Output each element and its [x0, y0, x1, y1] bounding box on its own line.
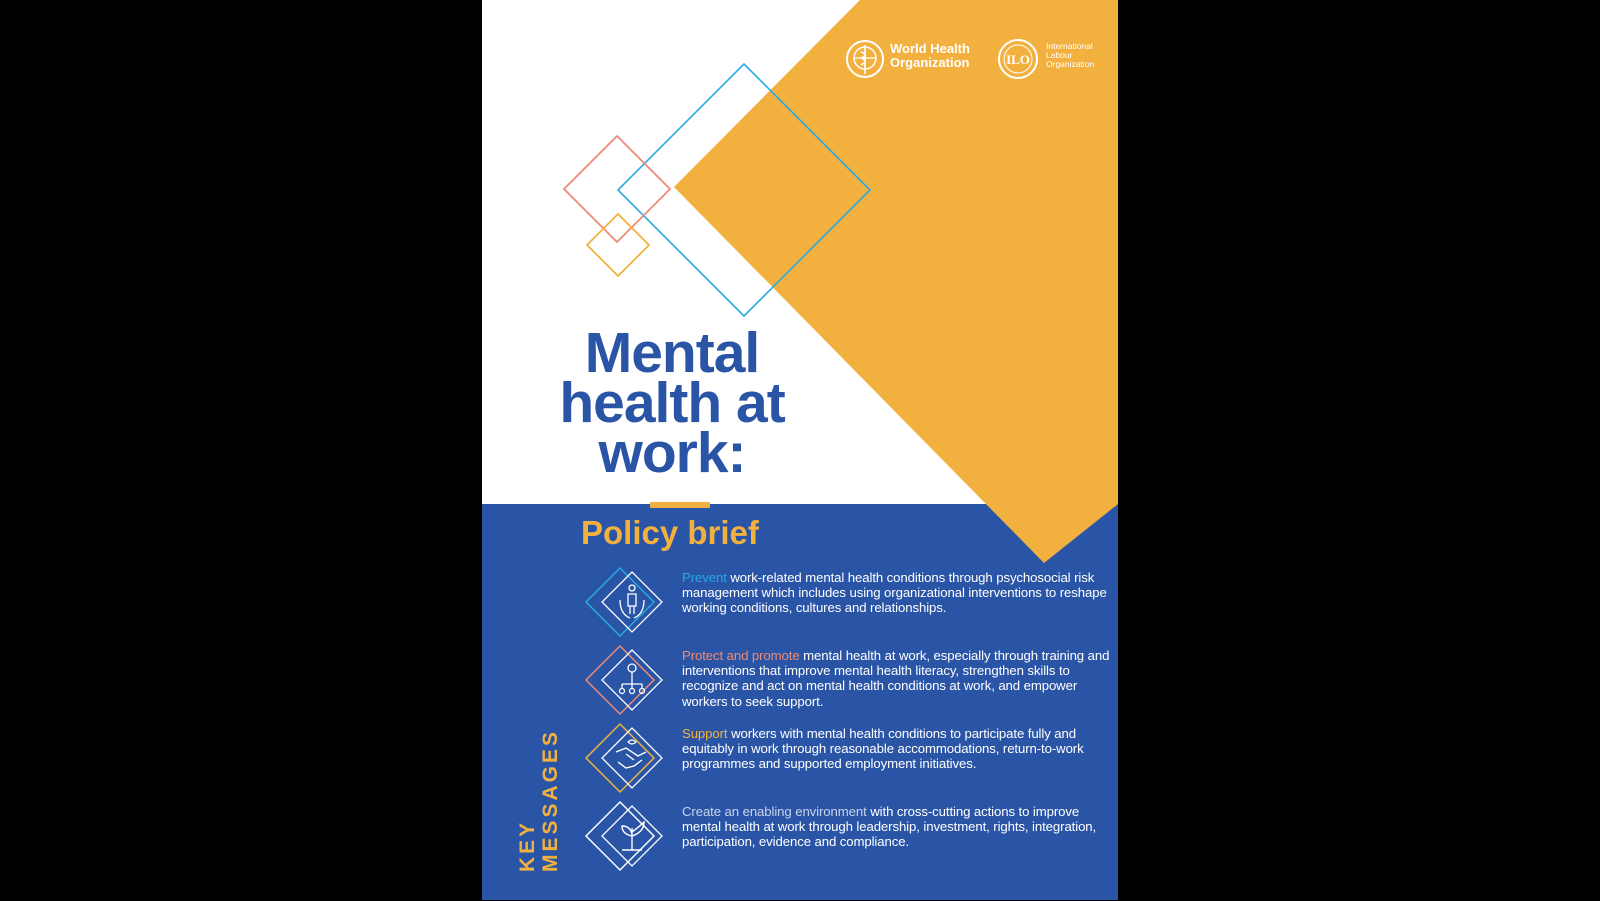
ilo-emblem-icon — [996, 38, 1040, 80]
key-message-text: Support workers with mental health conditions to participate fully and equitably in work through reasonable accommodations, return-to-work programmes and supported employment initiatives. — [682, 726, 1084, 772]
person-in-hands-icon — [582, 566, 666, 640]
title-underline — [650, 502, 710, 508]
policy-brief-cover — [482, 0, 1118, 900]
who-emblem-icon — [844, 38, 886, 80]
ilo-emblem-text: ILO — [1006, 52, 1030, 67]
handshake-icon — [582, 722, 666, 796]
who-logo-text: World Health Organization — [890, 41, 970, 70]
key-message-highlight: Support — [682, 726, 728, 741]
subtitle: Policy brief — [581, 514, 759, 551]
key-message-highlight: Prevent — [682, 570, 727, 585]
logo-bar — [844, 36, 1114, 82]
page-title: Mental health at work: — [559, 321, 785, 485]
plant-sprout-icon — [582, 800, 666, 874]
key-message-text: Protect and promote mental health at work, especially through training and interventions that improve mental health literacy, strengthen skills to recognize and act on mental health conditions at work, and empower workers to seek support. — [682, 648, 1110, 709]
key-message-text: Create an enabling environment with cross-cutting actions to improve mental health at work through leadership, investment, rights, integration, participation, evidence and compliance. — [682, 804, 1097, 850]
orange-diamond-outline — [587, 214, 649, 276]
key-message-highlight: Create an enabling environment — [682, 804, 867, 819]
key-message-highlight: Protect and promote — [682, 648, 800, 663]
ilo-logo-text: International Labour Organization — [1046, 41, 1095, 69]
people-network-icon — [582, 644, 666, 718]
key-message-text: Prevent work-related mental health conditions through psychosocial risk management which includes using organizational interventions to reshape working conditions, cultures and relationships. — [682, 570, 1107, 616]
key-messages-label: KEY MESSAGES — [516, 728, 562, 872]
